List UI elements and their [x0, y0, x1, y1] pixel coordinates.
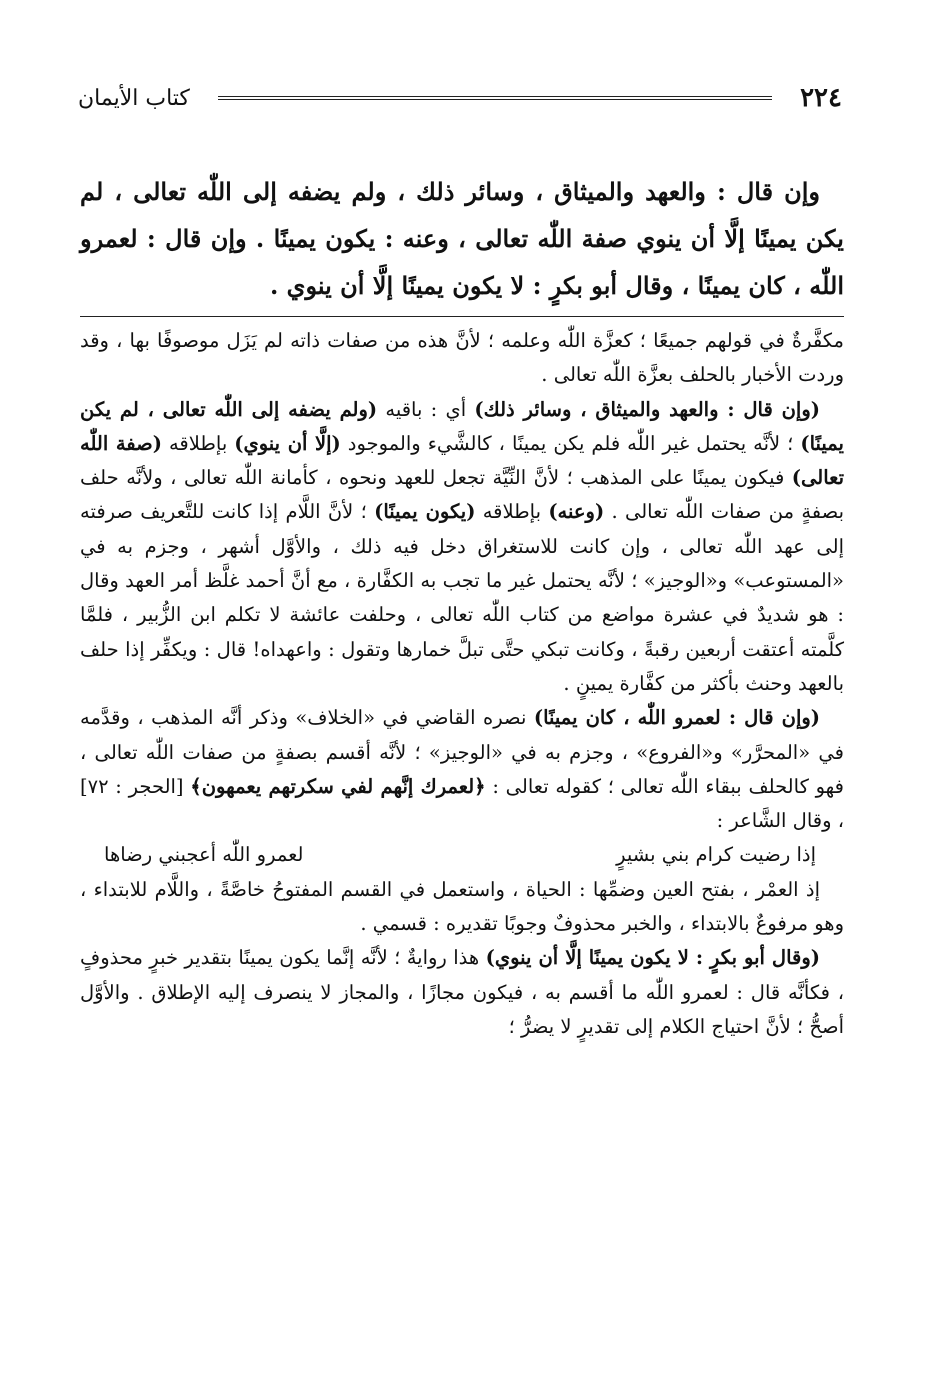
commentary-text: ؛ لأنَّه يحتمل غير اللّٰه فلم يكن يمينًا ، كالشَّيء والموجود	[340, 431, 801, 455]
quoted-text: (صفة اللّٰه تعالى)	[80, 431, 844, 490]
page-number: ٢٢٤	[800, 83, 842, 113]
main-text-paragraph: وإن قال : والعهد والميثاق ، وسائر ذلك ، ولم يضفه إلى اللّٰه تعالى ، لم يكن يمينًا إلَّا أن ينوي صفة اللّٰه تعالى ، وعنه : يكون يمينًا . وإن قال : لعمرو اللّٰه ، كان يمينًا ، وقال أبو بكرٍ : لا يكون يمينًا إلَّا أن ينوي .	[80, 177, 844, 300]
commentary-text: نصره القاضي في «الخلاف» وذكر أنَّه المذهب ، وقدَّمه في «المحرَّر» و«الفروع» ، وجزم به في «الوجيز» ؛ لأنَّه أقسم بصفةٍ من صفات اللّٰه تعالى ، فهو كالحلف ببقاء اللّٰه تعالى ؛ كقوله تعالى :	[80, 706, 844, 798]
book-title: كتاب الأيمان	[78, 85, 190, 111]
commentary-text: أي : باقيه	[377, 397, 475, 421]
commentary-paragraph-5	[80, 941, 844, 1044]
quoted-text: (ولم يضفه إلى اللّٰه تعالى ، لم يكن يمينًا)	[80, 397, 844, 455]
main-text	[80, 168, 844, 309]
commentary-paragraph-2	[80, 393, 844, 702]
commentary-text: فيكون يمينًا على المذهب ؛ لأنَّ النِّيَّة تجعل للعهد ونحوه ، كأمانة اللّٰه تعالى ، ولأنَّه حلف بصفةٍ من صفات اللّٰه تعالى .	[80, 466, 845, 524]
commentary-text: [الحجر : ٧٢] ، وقال الشَّاعر :	[80, 774, 844, 833]
quoted-text: (وقال أبو بكرٍ : لا يكون يمينًا إلَّا أن ينوي)	[485, 946, 820, 970]
commentary-paragraph-3	[80, 701, 844, 838]
commentary-paragraph-4: إذ العمْر ، بفتح العين وضمِّها : الحياة ، واستعمل في القسم المفتوحُ خاصَّةً ، واللَّام للابتداء ، وهو مرفوعٌ بالابتداء ، والخبر محذوفٌ وجوبًا تقديره : قسمي .	[80, 877, 844, 936]
page-header	[78, 78, 842, 118]
quoted-text: (إلَّا أن ينوي)	[234, 431, 341, 455]
quoted-text: (وعنه)	[548, 500, 605, 524]
quoted-text: (وإن قال : لعمرو اللّٰه ، كان يمينًا)	[533, 706, 821, 730]
commentary	[80, 324, 844, 1044]
poetry-verse	[80, 838, 844, 872]
commentary-text: بإطلاقه	[161, 431, 235, 455]
commentary-text: هذا روايةٌ ؛ لأنَّه إنَّما يكون يمينًا بتقدير خبرٍ محذوفٍ ، فكأنَّه قال : لعمرو اللّٰه ما أقسم به ، فيكون مجازًا ، والمجاز لا ينصرف إليه الإطلاق . والأوَّل أصحُّ ؛ لأنَّ احتياج الكلام إلى تقديرٍ لا يضرُّ ؛	[80, 946, 844, 1038]
quran-verse: ﴿لعمرك إنَّهم لفي سكرتهم يعمهون﴾	[190, 774, 486, 798]
quoted-text: (يكون يمينًا)	[374, 500, 476, 524]
main-text-separator	[80, 316, 844, 317]
verse-second-hemistich: لعمرو اللّٰه أعجبني رضاها	[104, 843, 304, 867]
header-rule	[218, 96, 772, 100]
verse-first-hemistich: إذا رضيت كرام بني بشيرٍ	[616, 843, 816, 867]
quoted-text: (وإن قال : والعهد والميثاق ، وسائر ذلك)	[474, 397, 820, 421]
commentary-paragraph-1: مكفَّرةٌ في قولهم جميعًا ؛ كعزَّة اللّٰه وعلمه ؛ لأنَّ هذه من صفات ذاته لم يَزَل موصوفًا بها ، وقد وردت الأخبار بالحلف بعزَّة اللّٰه تعالى .	[80, 329, 844, 387]
commentary-text: بإطلاقه	[475, 500, 549, 524]
commentary-text: ؛ لأنَّ اللَّام إذا كانت للتَّعريف صرفته إلى عهد اللّٰه تعالى ، وإن كانت للاستغراق دخل فيه ذلك ، والأوَّل أشهر ، وجزم به في «المستوعب» و«الوجيز» ؛ لأنَّه يحتمل غير ما تجب به الكفَّارة ، مع أنَّ أحمد غلَّظ أمر العهد وقال : هو شديدٌ في عشرة مواضع من كتاب اللّٰه تعالى ، وحلفت عائشة لا تكلم ابن الزُّبير ، فلمَّا كلَّمته أعتقت أربعين رقبةً ، وكانت تبكي حتَّى تبلَّ خمارها وتقول : واعهداه! قال : ويكفِّر إذا حلف بالعهد وحنث بأكثر من كفَّارة يمينٍ .	[80, 500, 844, 695]
